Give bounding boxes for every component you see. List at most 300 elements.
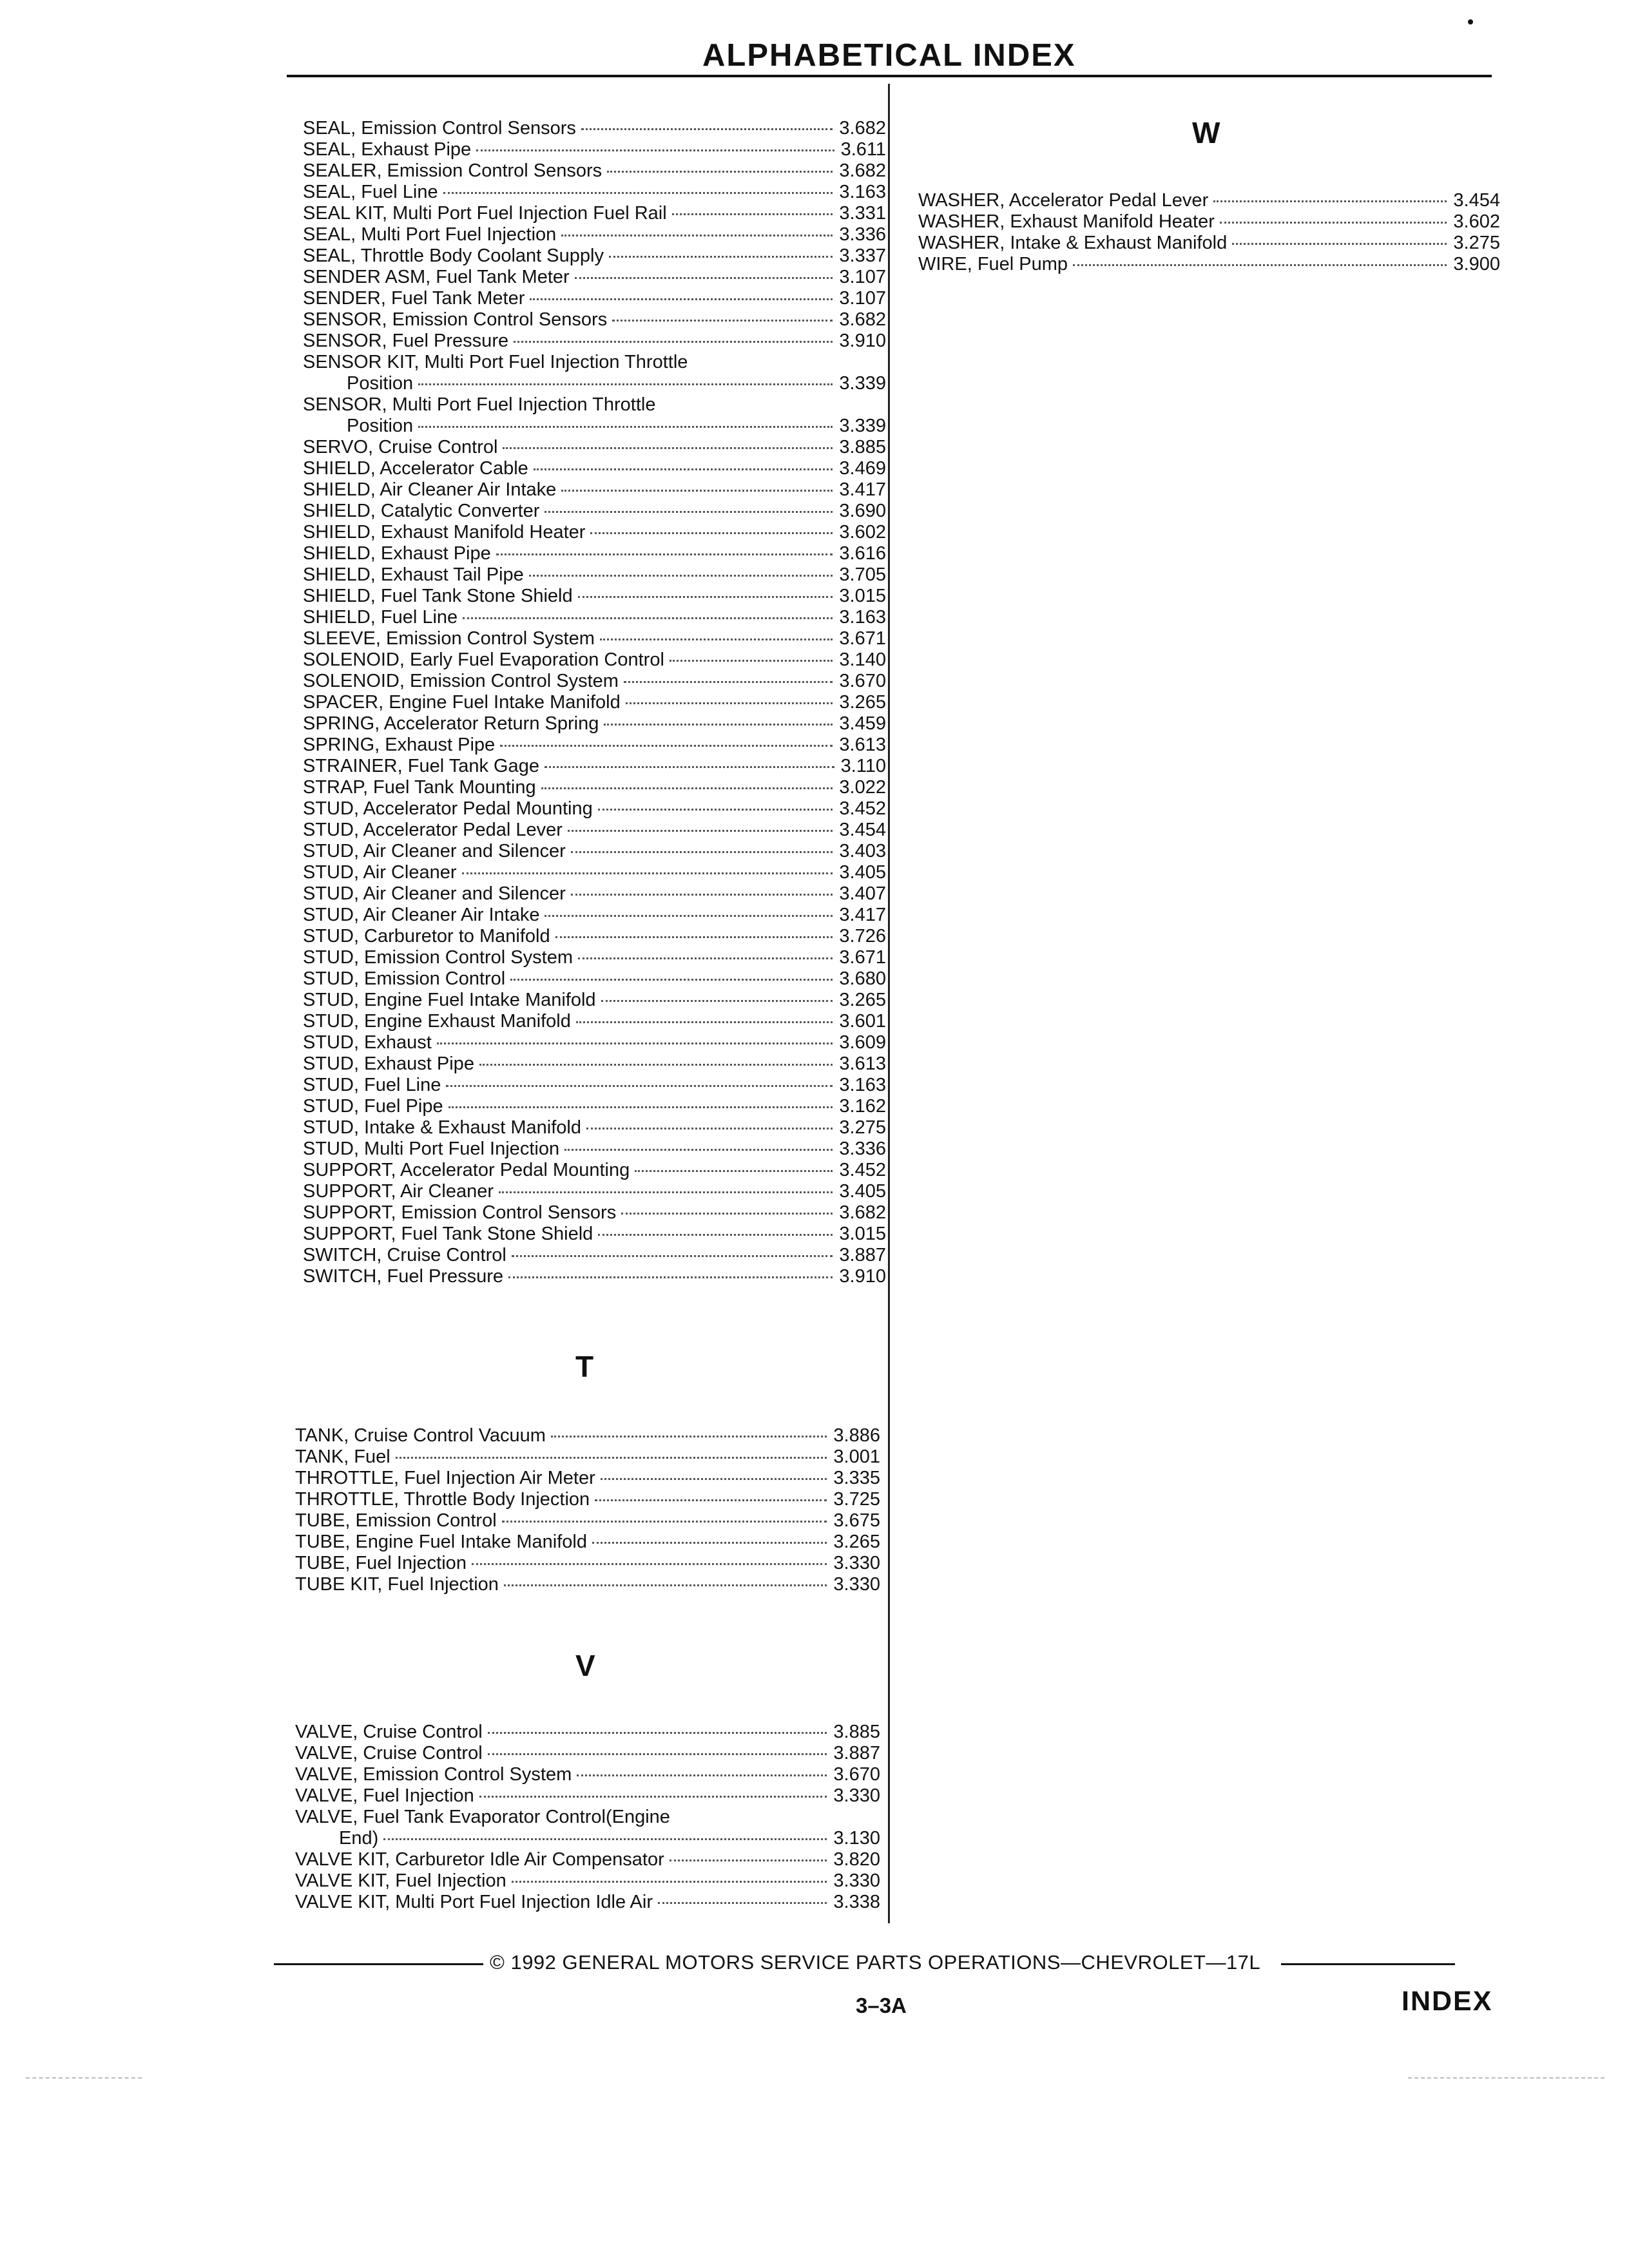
dot-leader — [512, 1255, 833, 1257]
index-entry — [303, 1032, 886, 1053]
entry-page-number: 3.602 — [839, 522, 886, 543]
entry-page-number: 3.015 — [839, 1224, 886, 1244]
entry-page-number: 3.417 — [839, 905, 886, 925]
index-entry — [303, 309, 886, 331]
entry-label: SPACER, Engine Fuel Intake Manifold — [303, 692, 621, 713]
entry-page-number: 3.887 — [839, 1245, 886, 1265]
index-entry — [303, 1160, 886, 1181]
index-entry — [303, 947, 886, 968]
section-letter-w: W — [1192, 116, 1220, 149]
index-entry — [303, 160, 886, 182]
index-entry — [303, 1266, 886, 1287]
dot-leader — [462, 872, 833, 874]
dot-leader — [1232, 243, 1447, 245]
entry-page-number: 3.910 — [839, 331, 886, 351]
index-entry — [303, 118, 886, 139]
entry-label: STUD, Intake & Exhaust Manifold — [303, 1117, 581, 1138]
entry-label: TANK, Fuel — [295, 1446, 390, 1467]
index-entry — [295, 1785, 880, 1807]
entry-page-number: 3.452 — [839, 798, 886, 819]
dot-leader — [592, 1542, 827, 1544]
index-entry — [303, 1117, 886, 1139]
footer-copyright: © 1992 GENERAL MOTORS SERVICE PARTS OPERATIONS—CHEVROLET—17L — [490, 1951, 1261, 1974]
entry-label: STUD, Carburetor to Manifold — [303, 926, 550, 947]
entry-page-number: 3.339 — [839, 373, 886, 394]
entry-label: STUD, Fuel Pipe — [303, 1096, 443, 1117]
dot-leader — [437, 1043, 833, 1044]
index-list-v — [295, 1722, 880, 1913]
entry-label: VALVE, Fuel Injection — [295, 1785, 474, 1806]
index-list-t — [295, 1425, 880, 1595]
index-entry — [303, 798, 886, 820]
entry-page-number: 3.015 — [839, 586, 886, 606]
index-entry — [303, 1053, 886, 1075]
entry-page-number: 3.163 — [839, 607, 886, 628]
entry-page-number: 3.403 — [839, 841, 886, 861]
entry-page-number: 3.469 — [839, 458, 886, 479]
entry-page-number: 3.339 — [839, 416, 886, 436]
index-entry — [303, 245, 886, 267]
index-entry — [303, 820, 886, 841]
entry-page-number: 3.130 — [833, 1828, 880, 1849]
entry-label: WASHER, Exhaust Manifold Heater — [918, 211, 1215, 232]
index-entry — [303, 862, 886, 883]
dot-leader — [568, 830, 833, 832]
dot-leader — [609, 256, 833, 258]
entry-label: SHIELD, Air Cleaner Air Intake — [303, 479, 557, 500]
index-entry — [295, 1574, 880, 1595]
entry-page-number: 3.163 — [839, 1075, 886, 1095]
dot-leader — [443, 192, 833, 194]
index-entry — [303, 841, 886, 862]
index-entry — [295, 1425, 880, 1446]
dot-leader — [598, 1234, 833, 1236]
entry-page-number: 3.162 — [839, 1096, 886, 1117]
entry-label: SENDER ASM, Fuel Tank Meter — [303, 267, 570, 287]
entry-label: TUBE, Engine Fuel Intake Manifold — [295, 1532, 587, 1552]
entry-label: SEAL, Fuel Line — [303, 182, 438, 202]
entry-label: SWITCH, Cruise Control — [303, 1245, 506, 1265]
entry-page-number: 3.690 — [839, 501, 886, 521]
entry-page-number: 3.682 — [839, 309, 886, 330]
entry-label: STUD, Air Cleaner — [303, 862, 457, 883]
entry-label: SUPPORT, Fuel Tank Stone Shield — [303, 1224, 593, 1244]
dot-leader — [530, 298, 833, 300]
dot-leader — [396, 1457, 827, 1459]
entry-page-number: 3.602 — [1453, 211, 1500, 232]
entry-page-number: 3.611 — [840, 139, 886, 160]
dot-leader — [500, 745, 833, 747]
index-entry — [303, 182, 886, 203]
entry-page-number: 3.265 — [839, 692, 886, 713]
entry-page-number: 3.405 — [839, 862, 886, 883]
index-list-s — [303, 118, 886, 1287]
entry-page-number: 3.163 — [839, 182, 886, 202]
dot-leader — [581, 128, 833, 130]
index-entry — [303, 1139, 886, 1160]
entry-page-number: 3.336 — [839, 1139, 886, 1159]
index-entry — [303, 756, 886, 777]
dot-leader — [488, 1753, 827, 1755]
index-entry — [303, 373, 886, 394]
index-entry — [303, 735, 886, 756]
entry-page-number: 3.725 — [833, 1489, 880, 1510]
entry-page-number: 3.671 — [839, 628, 886, 649]
entry-page-number: 3.330 — [833, 1870, 880, 1891]
index-entry — [303, 692, 886, 713]
entry-label: Position — [347, 416, 414, 436]
index-entry — [295, 1870, 880, 1892]
entry-page-number: 3.613 — [839, 735, 886, 755]
index-entry — [303, 501, 886, 522]
title-rule — [287, 75, 1492, 77]
index-entry — [295, 1468, 880, 1489]
entry-label: SENSOR KIT, Multi Port Fuel Injection Throttle — [303, 352, 688, 372]
dot-leader — [578, 957, 833, 959]
entry-label: STUD, Exhaust — [303, 1032, 432, 1053]
index-entry — [303, 1224, 886, 1245]
dot-leader — [586, 1128, 833, 1129]
dot-leader — [545, 766, 834, 768]
dot-leader — [658, 1902, 827, 1904]
entry-label: SEAL, Throttle Body Coolant Supply — [303, 245, 604, 266]
index-entry — [303, 437, 886, 458]
dot-leader — [418, 426, 833, 428]
footer-rule-right — [1281, 1963, 1455, 1965]
index-entry — [295, 1807, 880, 1828]
index-entry — [303, 1245, 886, 1266]
index-entry — [295, 1722, 880, 1743]
entry-page-number: 3.140 — [839, 649, 886, 670]
entry-label: SEAL, Multi Port Fuel Injection — [303, 224, 557, 245]
index-entry — [303, 586, 886, 607]
index-entry — [303, 543, 886, 564]
index-entry — [303, 649, 886, 671]
index-entry — [303, 777, 886, 798]
index-entry — [303, 224, 886, 245]
entry-page-number: 3.670 — [833, 1764, 880, 1785]
entry-label: SEAL, Emission Control Sensors — [303, 118, 576, 139]
entry-label: WASHER, Accelerator Pedal Lever — [918, 190, 1209, 211]
entry-page-number: 3.885 — [833, 1722, 880, 1742]
index-entry — [303, 288, 886, 309]
dot-leader — [503, 447, 833, 449]
dot-leader — [604, 724, 833, 726]
entry-label: SERVO, Cruise Control — [303, 437, 498, 457]
section-letter-v: V — [575, 1649, 595, 1682]
index-entry — [303, 416, 886, 437]
entry-page-number: 3.330 — [833, 1785, 880, 1806]
index-entry — [303, 713, 886, 735]
dot-leader — [496, 553, 833, 555]
entry-label: VALVE KIT, Fuel Injection — [295, 1870, 506, 1891]
entry-page-number: 3.726 — [839, 926, 886, 947]
entry-page-number: 3.107 — [839, 288, 886, 309]
dot-leader — [561, 235, 833, 236]
entry-label: TANK, Cruise Control Vacuum — [295, 1425, 546, 1446]
entry-page-number: 3.337 — [839, 245, 886, 266]
entry-label: STUD, Air Cleaner and Silencer — [303, 841, 566, 861]
entry-label: VALVE, Cruise Control — [295, 1722, 483, 1742]
entry-page-number: 3.616 — [839, 543, 886, 564]
index-entry — [303, 564, 886, 586]
index-list-w — [918, 190, 1500, 275]
entry-label: SPRING, Accelerator Return Spring — [303, 713, 599, 734]
index-entry — [295, 1743, 880, 1764]
index-entry — [303, 1181, 886, 1202]
dot-leader — [601, 1000, 833, 1002]
entry-label: STUD, Emission Control System — [303, 947, 573, 968]
entry-page-number: 3.454 — [1453, 190, 1500, 211]
index-entry — [303, 203, 886, 224]
dot-leader — [555, 936, 833, 938]
entry-label: STUD, Exhaust Pipe — [303, 1053, 474, 1074]
entry-label: VALVE, Cruise Control — [295, 1743, 483, 1763]
dot-leader — [529, 575, 833, 577]
entry-label: WASHER, Intake & Exhaust Manifold — [918, 233, 1228, 253]
section-label: INDEX — [1402, 1986, 1493, 2017]
index-entry — [295, 1446, 880, 1468]
entry-page-number: 3.900 — [1453, 254, 1500, 274]
dot-leader — [576, 1021, 833, 1023]
entry-page-number: 3.405 — [839, 1181, 886, 1202]
entry-label: STUD, Accelerator Pedal Mounting — [303, 798, 593, 819]
entry-page-number: 3.001 — [833, 1446, 880, 1467]
dot-leader — [512, 1881, 827, 1883]
index-entry — [303, 139, 886, 160]
index-entry — [303, 1075, 886, 1096]
entry-page-number: 3.670 — [839, 671, 886, 691]
dot-leader — [571, 894, 833, 896]
entry-page-number: 3.671 — [839, 947, 886, 968]
entry-page-number: 3.110 — [840, 756, 886, 776]
dot-leader — [534, 468, 833, 470]
entry-label: THROTTLE, Fuel Injection Air Meter — [295, 1468, 595, 1488]
index-entry — [295, 1553, 880, 1574]
index-entry — [303, 1202, 886, 1224]
entry-page-number: 3.454 — [839, 820, 886, 840]
index-entry — [303, 522, 886, 543]
dot-leader — [635, 1170, 833, 1172]
dot-leader — [463, 617, 833, 619]
entry-label: STRAP, Fuel Tank Mounting — [303, 777, 536, 798]
entry-page-number: 3.820 — [833, 1849, 880, 1870]
dot-leader — [514, 341, 833, 343]
dot-leader — [545, 915, 833, 917]
entry-page-number: 3.022 — [839, 777, 886, 798]
dot-leader — [504, 1584, 827, 1586]
page-number: 3–3A — [856, 1994, 907, 2017]
index-entry — [295, 1849, 880, 1870]
entry-label: SWITCH, Fuel Pressure — [303, 1266, 503, 1287]
index-entry — [303, 352, 886, 373]
entry-label: End) — [339, 1828, 379, 1849]
entry-label: SENSOR, Emission Control Sensors — [303, 309, 608, 330]
entry-label: STUD, Multi Port Fuel Injection — [303, 1139, 560, 1159]
section-letter-t: T — [575, 1350, 594, 1383]
entry-page-number: 3.417 — [839, 479, 886, 500]
entry-page-number: 3.910 — [839, 1266, 886, 1287]
dot-leader — [670, 660, 833, 662]
index-entry — [303, 394, 886, 416]
entry-page-number: 3.331 — [839, 203, 886, 224]
index-entry — [303, 1096, 886, 1117]
index-entry — [295, 1764, 880, 1785]
entry-label: SENSOR, Multi Port Fuel Injection Throttle — [303, 394, 656, 415]
index-entry — [295, 1489, 880, 1510]
scan-artifact-left — [26, 2076, 142, 2079]
index-entry — [303, 628, 886, 649]
entry-label: SUPPORT, Emission Control Sensors — [303, 1202, 617, 1223]
index-entry — [303, 671, 886, 692]
dot-leader — [561, 490, 833, 492]
index-entry — [295, 1510, 880, 1532]
dot-leader — [499, 1191, 833, 1193]
index-entry — [295, 1532, 880, 1553]
entry-page-number: 3.407 — [839, 883, 886, 904]
index-entry — [303, 968, 886, 990]
index-entry — [303, 458, 886, 479]
entry-label: SUPPORT, Accelerator Pedal Mounting — [303, 1160, 630, 1180]
entry-label: SLEEVE, Emission Control System — [303, 628, 595, 649]
index-entry — [295, 1828, 880, 1849]
entry-page-number: 3.609 — [839, 1032, 886, 1053]
index-entry — [303, 883, 886, 905]
entry-label: VALVE, Fuel Tank Evaporator Control(Engine — [295, 1807, 670, 1827]
entry-label: SHIELD, Catalytic Converter — [303, 501, 540, 521]
entry-page-number: 3.705 — [839, 564, 886, 585]
index-entry — [303, 607, 886, 628]
index-entry — [918, 233, 1500, 254]
entry-label: VALVE, Emission Control System — [295, 1764, 572, 1785]
dot-leader — [598, 809, 833, 811]
index-entry — [303, 1011, 886, 1032]
index-entry — [303, 926, 886, 947]
index-entry — [303, 905, 886, 926]
entry-label: STUD, Engine Exhaust Manifold — [303, 1011, 571, 1032]
scan-dot — [1468, 19, 1473, 24]
entry-page-number: 3.886 — [833, 1425, 880, 1446]
dot-leader — [624, 681, 833, 683]
dot-leader — [626, 702, 833, 704]
entry-page-number: 3.330 — [833, 1553, 880, 1573]
entry-label: TUBE KIT, Fuel Injection — [295, 1574, 499, 1595]
dot-leader — [418, 383, 833, 385]
entry-label: SUPPORT, Air Cleaner — [303, 1181, 494, 1202]
dot-leader — [448, 1106, 833, 1108]
entry-label: Position — [347, 373, 414, 394]
entry-page-number: 3.682 — [839, 160, 886, 181]
dot-leader — [551, 1436, 827, 1437]
dot-leader — [600, 639, 833, 640]
dot-leader — [612, 320, 833, 322]
entry-label: SENDER, Fuel Tank Meter — [303, 288, 525, 309]
dot-leader — [446, 1085, 833, 1087]
dot-leader — [621, 1213, 833, 1215]
entry-page-number: 3.265 — [839, 990, 886, 1010]
entry-page-number: 3.338 — [833, 1892, 880, 1912]
entry-label: WIRE, Fuel Pump — [918, 254, 1068, 274]
dot-leader — [502, 1521, 827, 1523]
index-entry — [295, 1892, 880, 1913]
entry-page-number: 3.885 — [839, 437, 886, 457]
entry-label: SHIELD, Fuel Tank Stone Shield — [303, 586, 573, 606]
dot-leader — [488, 1732, 827, 1734]
entry-label: STUD, Air Cleaner Air Intake — [303, 905, 540, 925]
index-entry — [303, 990, 886, 1011]
entry-page-number: 3.107 — [839, 267, 886, 287]
entry-label: STUD, Air Cleaner and Silencer — [303, 883, 566, 904]
dot-leader — [510, 979, 833, 981]
dot-leader — [595, 1499, 827, 1501]
entry-page-number: 3.330 — [833, 1574, 880, 1595]
entry-label: SHIELD, Accelerator Cable — [303, 458, 528, 479]
entry-page-number: 3.275 — [839, 1117, 886, 1138]
dot-leader — [383, 1838, 827, 1840]
entry-label: SHIELD, Fuel Line — [303, 607, 458, 628]
entry-label: VALVE KIT, Multi Port Fuel Injection Idle Air — [295, 1892, 653, 1912]
dot-leader — [545, 511, 833, 513]
index-entry — [918, 254, 1500, 275]
dot-leader — [577, 1774, 827, 1776]
index-entry — [303, 479, 886, 501]
entry-label: SENSOR, Fuel Pressure — [303, 331, 509, 351]
dot-leader — [672, 213, 833, 215]
entry-label: STUD, Accelerator Pedal Lever — [303, 820, 563, 840]
entry-page-number: 3.265 — [833, 1532, 880, 1552]
index-entry — [303, 267, 886, 288]
dot-leader — [472, 1563, 827, 1565]
dot-leader — [578, 596, 833, 598]
dot-leader — [476, 149, 834, 151]
entry-page-number: 3.275 — [1453, 233, 1500, 253]
dot-leader — [1073, 264, 1447, 266]
dot-leader — [607, 171, 833, 173]
index-entry — [918, 211, 1500, 233]
entry-label: STRAINER, Fuel Tank Gage — [303, 756, 539, 776]
dot-leader — [564, 1149, 833, 1151]
entry-page-number: 3.335 — [833, 1468, 880, 1488]
entry-page-number: 3.682 — [839, 1202, 886, 1223]
dot-leader — [571, 851, 833, 853]
page-title: ALPHABETICAL INDEX — [702, 38, 1076, 73]
index-entry — [918, 190, 1500, 211]
scan-artifact-right — [1408, 2076, 1605, 2079]
entry-page-number: 3.680 — [839, 968, 886, 989]
entry-label: TUBE, Emission Control — [295, 1510, 497, 1531]
entry-label: VALVE KIT, Carburetor Idle Air Compensator — [295, 1849, 664, 1870]
entry-label: STUD, Emission Control — [303, 968, 506, 989]
dot-leader — [479, 1064, 833, 1066]
entry-label: TUBE, Fuel Injection — [295, 1553, 467, 1573]
entry-label: SEAL KIT, Multi Port Fuel Injection Fuel Rail — [303, 203, 667, 224]
entry-page-number: 3.601 — [839, 1011, 886, 1032]
entry-page-number: 3.887 — [833, 1743, 880, 1763]
dot-leader — [601, 1478, 827, 1480]
dot-leader — [479, 1796, 827, 1798]
column-divider — [888, 84, 890, 1923]
entry-page-number: 3.682 — [839, 118, 886, 139]
dot-leader — [541, 787, 833, 789]
dot-leader — [590, 532, 833, 534]
entry-label: THROTTLE, Throttle Body Injection — [295, 1489, 590, 1510]
entry-label: SHIELD, Exhaust Tail Pipe — [303, 564, 524, 585]
dot-leader — [670, 1860, 827, 1861]
entry-page-number: 3.452 — [839, 1160, 886, 1180]
dot-leader — [1213, 200, 1447, 202]
footer-rule-left — [274, 1963, 483, 1965]
entry-label: SOLENOID, Emission Control System — [303, 671, 619, 691]
